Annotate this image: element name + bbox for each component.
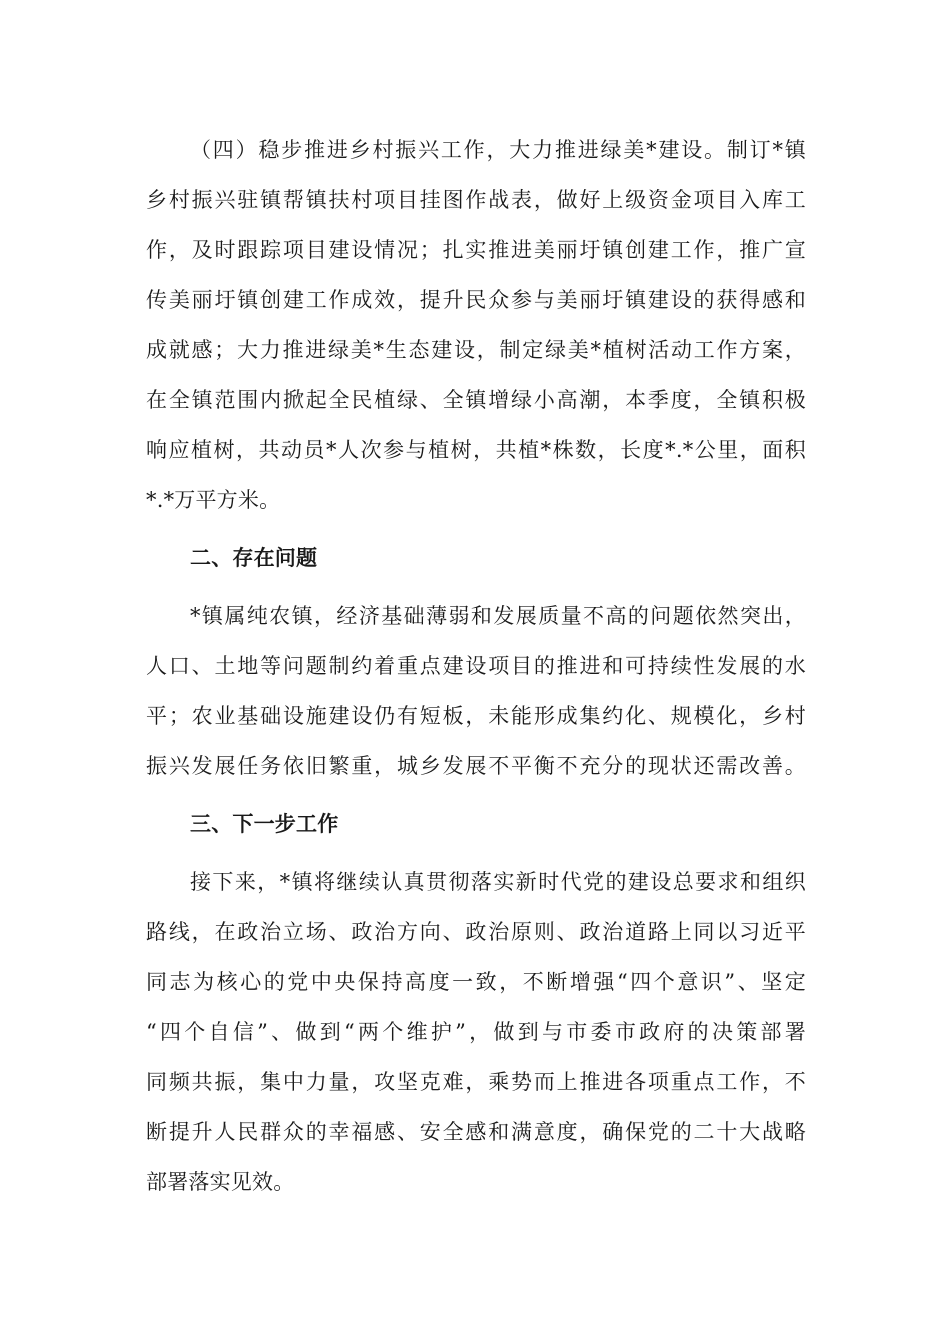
section-heading-next-steps: 三、下一步工作 [190,812,339,836]
paragraph-line: 成就感；大力推进绿美*生态建设，制定绿美*植树活动工作方案， [146,338,806,362]
paragraph-line: 作，及时跟踪项目建设情况；扎实推进美丽圩镇创建工作，推广宣 [146,238,806,262]
paragraph-line: 在全镇范围内掀起全民植绿、全镇增绿小高潮，本季度，全镇积极 [146,388,806,412]
paragraph-line: “四个自信”、做到“两个维护”，做到与市委市政府的决策部署 [146,1020,806,1044]
paragraph-line: （四）稳步推进乡村振兴工作，大力推进绿美*建设。制订*镇 [190,138,806,162]
paragraph-line: *.*万平方米。 [146,488,281,512]
section-heading-problems: 二、存在问题 [190,546,318,570]
paragraph-line: 同志为核心的党中央保持高度一致，不断增强“四个意识”、坚定 [146,970,806,994]
paragraph-line: 人口、土地等问题制约着重点建设项目的推进和可持续性发展的水 [146,654,806,678]
paragraph-line: 部署落实见效。 [146,1170,295,1194]
paragraph-line: 传美丽圩镇创建工作成效，提升民众参与美丽圩镇建设的获得感和 [146,288,806,312]
paragraph-line: 乡村振兴驻镇帮镇扶村项目挂图作战表，做好上级资金项目入库工 [146,188,806,212]
paragraph-line: *镇属纯农镇，经济基础薄弱和发展质量不高的问题依然突出， [190,604,806,628]
paragraph-line: 路线，在政治立场、政治方向、政治原则、政治道路上同以习近平 [146,920,806,944]
paragraph-line: 响应植树，共动员*人次参与植树，共植*株数，长度*.*公里，面积 [146,438,806,462]
paragraph-line: 平；农业基础设施建设仍有短板，未能形成集约化、规模化，乡村 [146,704,806,728]
paragraph-line: 同频共振，集中力量，攻坚克难，乘势而上推进各项重点工作，不 [146,1070,806,1094]
paragraph-line: 断提升人民群众的幸福感、安全感和满意度，确保党的二十大战略 [146,1120,806,1144]
paragraph-line: 振兴发展任务依旧繁重，城乡发展不平衡不充分的现状还需改善。 [146,754,806,778]
paragraph-line: 接下来，*镇将继续认真贯彻落实新时代党的建设总要求和组织 [190,870,806,894]
